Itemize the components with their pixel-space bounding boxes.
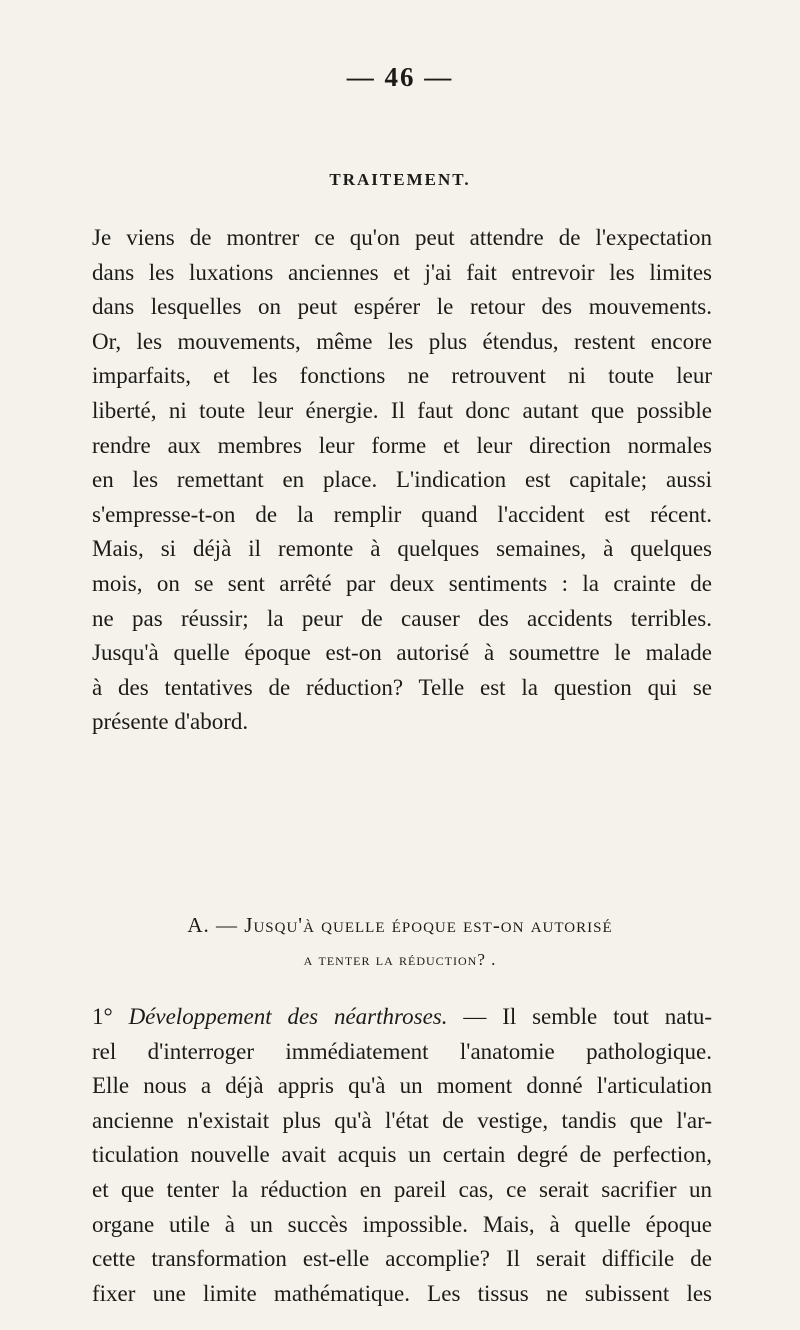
text-line: s'empresse-t-on de la remplir quand l'accident est récent. bbox=[92, 501, 712, 527]
paragraph-neoarthroses bbox=[92, 1000, 712, 1311]
text-line: liberté, ni toute leur énergie. Il faut donc autant que possible bbox=[92, 397, 712, 423]
page-number: — 46 — bbox=[346, 62, 454, 92]
text-line: Or, les mouvements, même les plus étendus, restent encore bbox=[92, 328, 712, 354]
text-line: et que tenter la réduction en pareil cas, ce serait sacrifier un bbox=[92, 1176, 712, 1202]
text-line: en les remettant en place. L'indication est capitale; aussi bbox=[92, 467, 712, 493]
text-line: Je viens de montrer ce qu'on peut attendre de l'expectation bbox=[92, 225, 712, 250]
subheading-line-2: a tenter la réduction? . bbox=[303, 950, 497, 969]
subheading-line-1: A. — Jusqu'à quelle époque est-on autorisé bbox=[187, 913, 613, 937]
text-line: Elle nous a déjà appris qu'à un moment donné l'articulation bbox=[92, 1073, 712, 1099]
text-line: Mais, si déjà il remonte à quelques semaines, à quelques bbox=[92, 536, 712, 562]
text-line: présente d'abord. bbox=[92, 709, 249, 735]
paragraph-intro bbox=[92, 221, 712, 740]
text-line: ticulation nouvelle avait acquis un certain degré de perfection, bbox=[92, 1142, 712, 1168]
item-title: Développement des néarthroses. bbox=[128, 1004, 448, 1029]
text-line: mois, on se sent arrêté par deux sentiments : la crainte de bbox=[92, 570, 712, 596]
item-lead-text: — Il semble tout natu- bbox=[447, 1004, 712, 1029]
text-line: cette transformation est-elle accomplie? Il serait difficile de bbox=[92, 1246, 712, 1272]
text-line: à des tentatives de réduction? Telle est la question qui se bbox=[92, 674, 712, 700]
item-number: 1° bbox=[92, 1004, 113, 1029]
text-line: ancienne n'existait plus qu'à l'état de vestige, tandis que l'ar- bbox=[92, 1107, 712, 1133]
section-title: TRAITEMENT. bbox=[329, 170, 471, 189]
text-line: rel d'interroger immédiatement l'anatomie pathologique. bbox=[92, 1038, 712, 1064]
text-line: imparfaits, et les fonctions ne retrouvent ni toute leur bbox=[92, 363, 712, 389]
text-line: fixer une limite mathématique. Les tissus ne subissent les bbox=[92, 1280, 712, 1306]
text-line: Jusqu'à quelle époque est-on autorisé à soumettre le malade bbox=[92, 640, 712, 666]
text-line: organe utile à un succès impossible. Mais, à quelle époque bbox=[92, 1211, 712, 1237]
text-line bbox=[92, 1000, 712, 1035]
text-line: dans lesquelles on peut espérer le retour des mouvements. bbox=[92, 294, 712, 320]
text-line: rendre aux membres leur forme et leur direction normales bbox=[92, 432, 712, 458]
text-line: dans les luxations anciennes et j'ai fait entrevoir les limites bbox=[92, 259, 712, 285]
text-line: ne pas réussir; la peur de causer des accidents terribles. bbox=[92, 605, 712, 631]
